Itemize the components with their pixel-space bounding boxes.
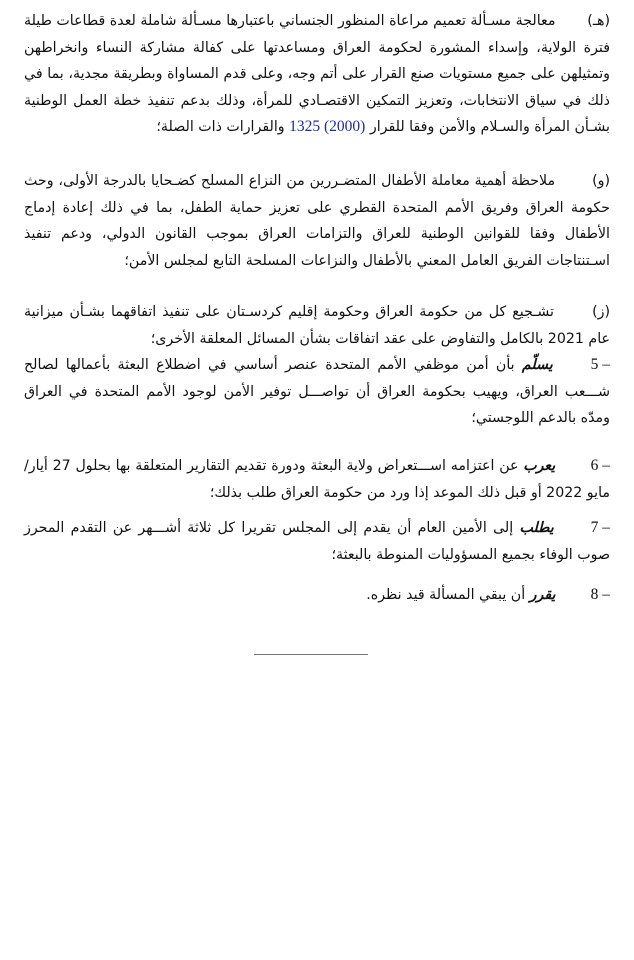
- paragraph-8: [24, 582, 610, 609]
- operative-keyword: يعرب: [523, 458, 556, 474]
- paragraph-text: بأن أمن موظفي الأمم المتحدة عنصر أساسي في اضطلاع البعثة بأعمالها لصالح شـــعب العراق، ويهيب بحكومة العراق أن تواصـــل توفير الأمن لوجود الأمم المتحدة في العراق ومدّه بالدعم اللوجستي؛: [24, 357, 610, 426]
- paragraph-text-continued: والقرارات ذات الصلة؛: [156, 119, 285, 135]
- paragraph-number: 6 –: [590, 457, 611, 474]
- paragraph-text: معالجة مسـألة تعميم مراعاة المنظور الجنساني باعتبارها مسـألة شاملة لعدة قطاعات طيلة فترة الولاية، وإسداء المشورة لحكومة العراق ومساعدتها على كفالة مشاركة النساء وانخراطهن وتمثيلهن على جميع مستويات صنع القرار على أتم وجه، وعلى قدم المساواة وبطريقة مجدية، بما في ذلك في سياق الانتخابات، وتعزيز التمكين الاقتصـادي للمرأة، وذلك بدعم تنفيذ خطة العمل الوطنية بشـأن المرأة والسـلام والأمن وفقا للقرار: [24, 13, 610, 135]
- paragraph-text: ملاحظة أهمية معاملة الأطفال المتضـررين من النزاع المسلح كضـحايا بالدرجة الأولى، وحث حكومة العراق وفريق الأمم المتحدة القطري على تعزيز حماية الطفل، بما في ذلك إعادة إدماج الأطفال وفقا للقوانين الوطنية للعراق والتزامات العراق بموجب القانون الدولي، ودعم تنفيذ اسـتنتاجات الفريق العامل المعني بالأطفال والنزاعات المسلحة التابع لمجلس الأمن؛: [24, 173, 610, 269]
- resolution-reference-link[interactable]: 1325 (2000): [289, 118, 366, 135]
- paragraph-6: [24, 453, 610, 506]
- paragraph-text: تشـجيع كل من حكومة العراق وحكومة إقليم كردسـتان على تنفيذ اتفاقهما بشـأن ميزانية عام 2021 بالكامل والتفاوض على عقد اتفاقات بشأن المسائل المعلقة الأخرى؛: [24, 304, 610, 347]
- paragraph-z: [24, 299, 610, 352]
- operative-keyword: يسلّم: [521, 357, 553, 373]
- paragraph-w: [24, 168, 610, 274]
- paragraph-text: عن اعتزامه اســـتعراض ولاية البعثة ودورة تقديم التقارير المتعلقة بها بحلول 27 أيار/مايو 2022 أو قبل ذلك الموعد إذا ورد من حكومة العراق طلب بذلك؛: [24, 458, 610, 501]
- paragraph-marker: (هـ): [587, 13, 610, 29]
- paragraph-marker: (و): [592, 173, 610, 189]
- paragraph-number: 5 –: [590, 356, 610, 373]
- paragraph-5: [24, 352, 610, 432]
- operative-keyword: يطلب: [519, 520, 554, 536]
- paragraph-text: إلى الأمين العام أن يقدم إلى المجلس تقريرا كل ثلاثة أشـــهر عن التقدم المحرز صوب الوفاء بجميع المسؤوليات المنوطة بالبعثة؛: [24, 520, 610, 563]
- end-separator-line: [254, 654, 368, 655]
- paragraph-marker: (ز): [592, 304, 611, 320]
- paragraph-h: [24, 8, 610, 141]
- paragraph-text: أن يبقي المسألة قيد نظره.: [366, 587, 526, 603]
- paragraph-number: 7 –: [590, 519, 610, 536]
- paragraph-7: [24, 515, 610, 568]
- paragraph-number: 8 –: [590, 586, 610, 603]
- operative-keyword: يقرر: [529, 587, 556, 603]
